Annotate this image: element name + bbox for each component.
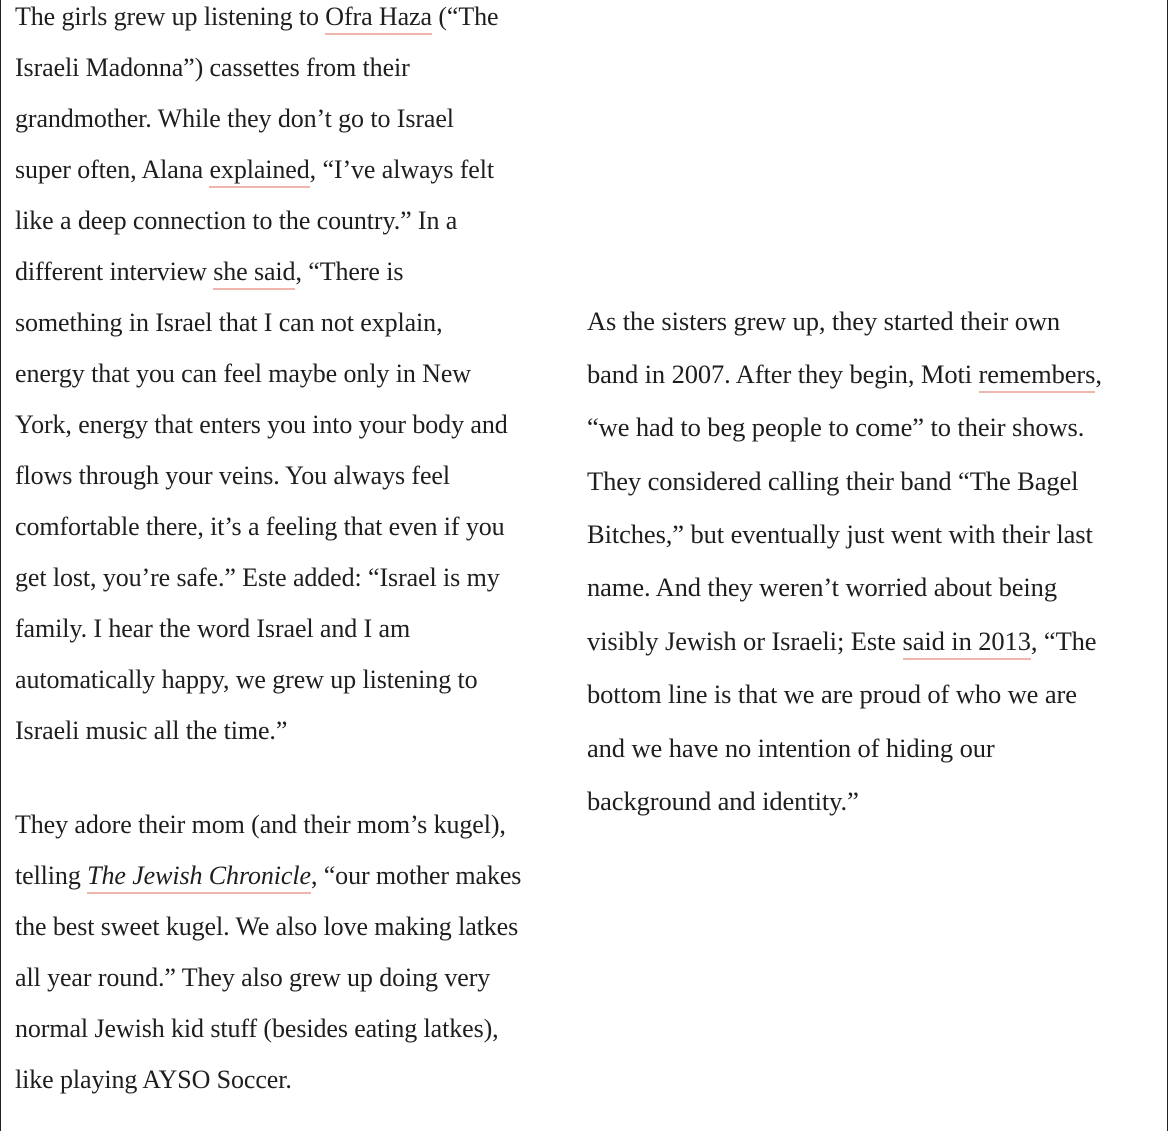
link-remembers[interactable]: remembers bbox=[979, 359, 1096, 393]
link-explained[interactable]: explained bbox=[209, 155, 309, 188]
text-line: grandmother. While they don’t go to Israel bbox=[15, 104, 454, 133]
link-jewish-chronicle[interactable] bbox=[87, 861, 311, 894]
text-span: telling bbox=[15, 861, 88, 890]
text-span: , “There is bbox=[295, 257, 404, 286]
text-line: energy that you can feel maybe only in New bbox=[15, 359, 471, 388]
text-line: Bitches,” but eventually just went with their last bbox=[587, 519, 1093, 549]
text-span: , “The bbox=[1030, 626, 1097, 656]
text-line: “we had to beg people to come” to their shows. bbox=[587, 412, 1085, 442]
text-span: visibly Jewish or Israeli; Este bbox=[587, 626, 903, 656]
text-span: , bbox=[1095, 359, 1102, 389]
text-line: automatically happy, we grew up listening to bbox=[15, 665, 478, 694]
text-span: super often, Alana bbox=[15, 155, 210, 184]
text-span: , “I’ve always felt bbox=[309, 155, 494, 184]
text-line bbox=[15, 257, 403, 287]
text-line: They considered calling their band “The Bagel bbox=[587, 466, 1079, 496]
text-line: They adore their mom (and their mom’s kugel), bbox=[15, 810, 506, 839]
text-line: York, energy that enters you into your body and bbox=[15, 410, 508, 439]
text-line: like a deep connection to the country.” In a bbox=[15, 206, 458, 235]
text-line bbox=[15, 155, 494, 185]
link-jewish-chronicle-label: The Jewish Chronicle bbox=[87, 861, 311, 890]
text-span: different interview bbox=[15, 257, 214, 286]
text-line: bottom line is that we are proud of who we are bbox=[587, 679, 1077, 709]
text-span: (“The bbox=[431, 2, 499, 31]
text-line bbox=[15, 861, 521, 891]
text-line: Israeli music all the time.” bbox=[15, 716, 288, 745]
text-line: and we have no intention of hiding our bbox=[587, 733, 995, 763]
text-line: like playing AYSO Soccer. bbox=[15, 1065, 292, 1094]
link-said-in-2013[interactable]: said in 2013 bbox=[903, 626, 1031, 660]
text-line: get lost, you’re safe.” Este added: “Israel is my bbox=[15, 563, 500, 592]
text-line: all year round.” They also grew up doing very bbox=[15, 963, 491, 992]
text-line: As the sisters grew up, they started their own bbox=[587, 306, 1061, 336]
text-line: flows through your veins. You always feel bbox=[15, 461, 450, 490]
text-span: band in 2007. After they begin, Moti bbox=[587, 359, 979, 389]
text-line: name. And they weren’t worried about being bbox=[587, 572, 1057, 602]
left-column bbox=[1, 0, 561, 1131]
text-span: The girls grew up listening to bbox=[15, 2, 326, 31]
text-line: the best sweet kugel. We also love making latkes bbox=[15, 912, 519, 941]
text-line: something in Israel that I can not explain, bbox=[15, 308, 443, 337]
link-ofra-haza[interactable]: Ofra Haza bbox=[325, 2, 432, 35]
text-line: normal Jewish kid stuff (besides eating latkes), bbox=[15, 1014, 499, 1043]
text-line bbox=[15, 2, 498, 32]
text-line: family. I hear the word Israel and I am bbox=[15, 614, 411, 643]
text-line: comfortable there, it’s a feeling that even if you bbox=[15, 512, 505, 541]
text-line bbox=[587, 359, 1102, 389]
text-line: background and identity.” bbox=[587, 786, 859, 816]
text-line bbox=[587, 626, 1096, 656]
text-line: Israeli Madonna”) cassettes from their bbox=[15, 53, 410, 82]
text-span: , “our mother makes bbox=[310, 861, 522, 890]
link-she-said[interactable]: she said bbox=[213, 257, 295, 290]
